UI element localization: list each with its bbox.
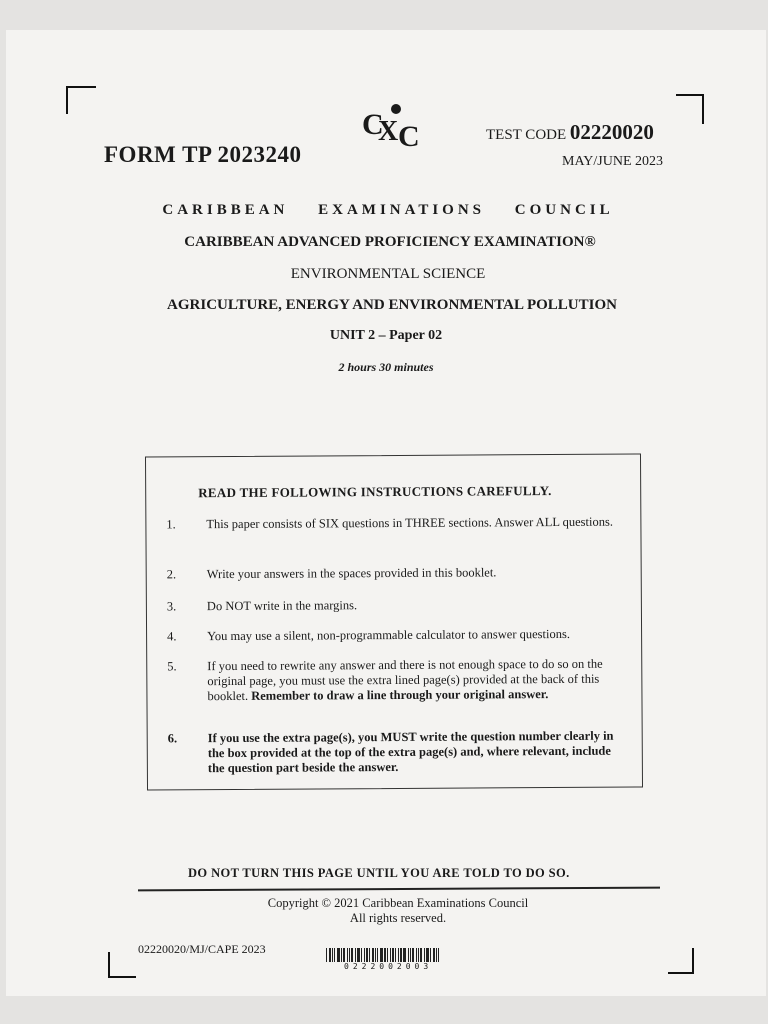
paper-title: AGRICULTURE, ENERGY AND ENVIRONMENTAL POLLUTION <box>167 297 617 313</box>
instruction-text-wrapper <box>207 657 617 705</box>
instruction-text: If you need to rewrite any answer and there is not enough space to do so on the original page, you must use the extra lined page(s) provided at the back of this booklet. <box>207 656 603 704</box>
svg-text:X: X <box>378 116 399 147</box>
form-number: FORM TP 2023240 <box>104 142 302 167</box>
svg-text:C: C <box>398 120 420 150</box>
barcode-bar <box>387 948 388 962</box>
barcode-bar <box>366 948 368 962</box>
copyright-line: Copyright © 2021 Caribbean Examinations Council <box>267 896 529 910</box>
crop-mark-bottom-left <box>108 952 136 978</box>
barcode-bar <box>433 948 435 962</box>
exam-session: MAY/JUNE 2023 <box>562 154 663 169</box>
barcode-bar <box>377 948 378 962</box>
barcode-bar <box>438 948 439 962</box>
instruction-text: This paper consists of SIX questions in THREE sections. Answer ALL questions. <box>206 514 614 532</box>
instruction-text: Write your answers in the spaces provided in this booklet. <box>206 565 497 582</box>
crop-mark-top-left <box>66 86 96 114</box>
instruction-number: 5. <box>167 659 177 674</box>
instruction-item <box>168 729 618 777</box>
instruction-number: 3. <box>166 599 177 614</box>
barcode-icon <box>326 948 468 962</box>
exam-name: CARIBBEAN ADVANCED PROFICIENCY EXAMINATION® <box>184 234 596 250</box>
barcode-bar <box>395 948 396 962</box>
unit-paper: UNIT 2 – Paper 02 <box>329 328 443 343</box>
barcode-bar <box>364 948 365 962</box>
barcode-bar <box>380 948 383 962</box>
barcode-bar <box>398 948 399 962</box>
barcode-bar <box>426 948 429 962</box>
barcode-number: 0222002003 <box>344 962 433 971</box>
cxc-logo <box>360 100 426 150</box>
barcode-bar <box>343 948 345 962</box>
barcode-bar <box>408 948 409 962</box>
instruction-item <box>167 627 617 645</box>
paper-code: 02220020/MJ/CAPE 2023 <box>138 942 266 956</box>
instruction-number: 4. <box>167 629 177 644</box>
barcode-bar <box>400 948 402 962</box>
crop-mark-top-right <box>676 94 704 124</box>
barcode-bar <box>416 948 417 962</box>
instruction-item <box>167 657 617 705</box>
instruction-item <box>167 565 617 583</box>
exam-duration: 2 hours 30 minutes <box>338 360 434 374</box>
barcode-bar <box>326 948 327 962</box>
instruction-text: You may use a silent, non-programmable calculator to answer questions. <box>207 626 571 644</box>
test-code-label: TEST CODE <box>486 127 567 143</box>
barcode-bar <box>420 948 422 962</box>
barcode-bar <box>332 948 333 962</box>
barcode-bar <box>412 948 414 962</box>
instructions-heading: READ THE FOLLOWING INSTRUCTIONS CAREFULLY. <box>198 483 552 501</box>
barcode-bar <box>418 948 419 962</box>
council-name: CARIBBEAN EXAMINATIONS COUNCIL <box>162 202 614 218</box>
barcode-bar <box>337 948 340 962</box>
do-not-turn-warning: DO NOT TURN THIS PAGE UNTIL YOU ARE TOLD TO DO SO. <box>188 866 570 880</box>
barcode-bar <box>375 948 376 962</box>
instruction-number: 1. <box>166 517 176 532</box>
instructions-box <box>145 453 643 790</box>
instruction-number: 2. <box>166 567 177 582</box>
barcode-bar <box>436 948 437 962</box>
crop-mark-bottom-right <box>668 948 694 974</box>
svg-text:C: C <box>362 108 384 141</box>
test-code <box>486 120 654 145</box>
instruction-text: If you use the extra page(s), you MUST write the question number clearly in the box provided at the top of the extra page(s) and, where relevant, include the question part beside the answer. <box>207 728 614 776</box>
test-code-value: 02220020 <box>569 120 654 144</box>
barcode-bar <box>347 948 348 962</box>
barcode-bar <box>410 948 411 962</box>
instruction-item <box>167 597 617 615</box>
barcode-bar <box>424 948 425 962</box>
barcode-bar <box>349 948 350 962</box>
barcode-bar <box>355 948 356 962</box>
subject-name: ENVIRONMENTAL SCIENCE <box>290 266 486 282</box>
barcode-bar <box>341 948 342 962</box>
barcode-bar <box>392 948 394 962</box>
barcode-bar <box>357 948 360 962</box>
instruction-text: Do NOT write in the margins. <box>206 598 358 614</box>
instruction-emphasis: Remember to draw a line through your original answer. <box>251 687 549 703</box>
barcode-bar <box>390 948 391 962</box>
barcode-bar <box>372 948 374 962</box>
barcode-bar <box>403 948 406 962</box>
instruction-number: 6. <box>167 731 178 746</box>
instruction-item <box>166 515 616 533</box>
barcode-bar <box>334 948 335 962</box>
barcode-bar <box>430 948 431 962</box>
barcode-bar <box>384 948 386 962</box>
barcode-bar <box>361 948 362 962</box>
copyright-notice <box>248 896 548 926</box>
barcode-bar <box>351 948 353 962</box>
barcode-bar <box>329 948 331 962</box>
barcode-bar <box>369 948 370 962</box>
rights-line: All rights reserved. <box>349 911 447 925</box>
